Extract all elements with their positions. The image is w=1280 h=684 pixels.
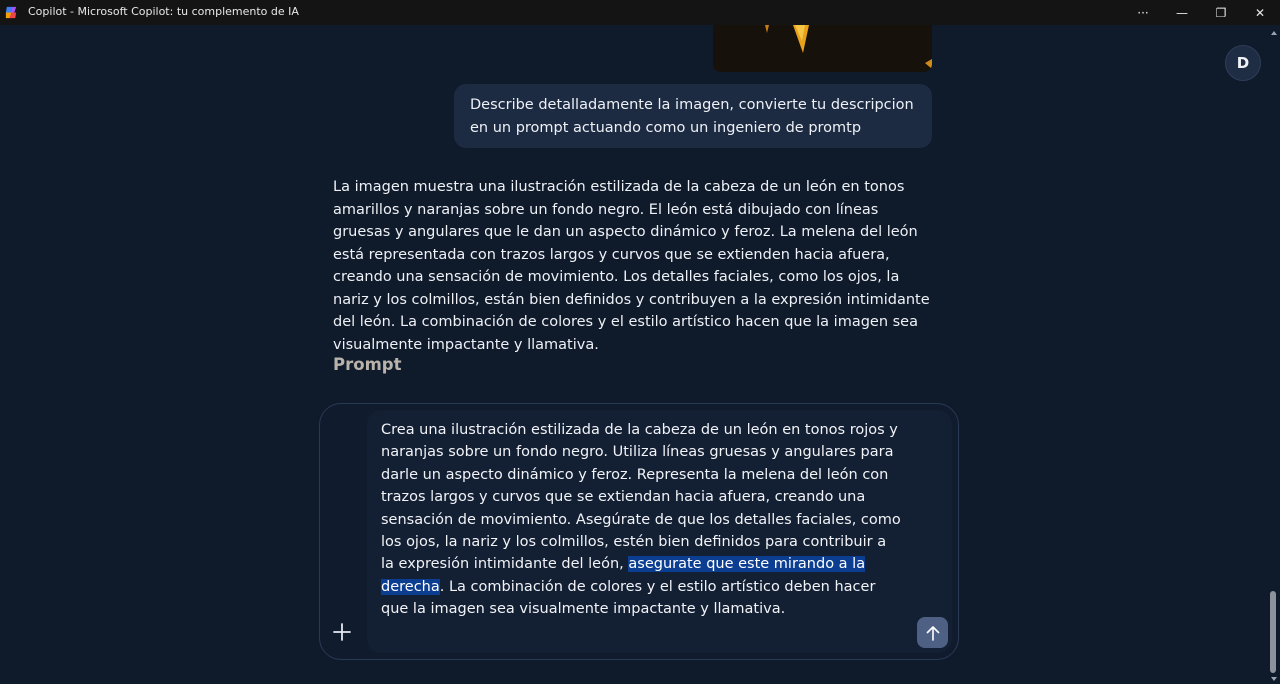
attached-image[interactable] [713, 25, 932, 72]
scroll-down-icon[interactable] [1271, 677, 1277, 681]
selected-text: asegurate que este mirando a la derecha [381, 556, 866, 595]
title-bar [0, 0, 1280, 25]
scroll-thumb[interactable] [1270, 591, 1276, 673]
restore-button[interactable] [1202, 0, 1240, 25]
more-options-button[interactable] [1124, 0, 1162, 25]
vertical-scrollbar[interactable] [1268, 25, 1280, 684]
restore-icon: ❐ [1215, 5, 1227, 20]
message-input-text[interactable] [381, 419, 901, 621]
scroll-up-icon[interactable] [1271, 31, 1277, 35]
plus-icon [333, 623, 351, 641]
window-title: Copilot - Microsoft Copilot: tu complemento de IA [28, 5, 299, 18]
lion-image-fragment [713, 25, 932, 72]
user-avatar[interactable]: D [1225, 45, 1261, 81]
add-attachment-button[interactable] [330, 620, 354, 644]
assistant-response: La imagen muestra una ilustración estilizada de la cabeza de un león en tonos amarillos y naranjas sobre un fondo negro. El león está dibujado con líneas gruesas y angulares que le dan un aspecto dinámico y feroz. La melena del león está representada con trazos largos y curvos que se extienden hacia afuera, creando una sensación de movimiento. Los detalles faciales, como los ojos, la nariz y los colmillos, están bien definidos y contribuyen a la expresión intimidante del león. La combinación de colores y el estilo artístico hacen que la imagen sea visualmente impactante y llamativa. [333, 179, 930, 353]
send-button[interactable] [917, 617, 948, 648]
prompt-heading: Prompt [333, 355, 402, 374]
minimize-icon: — [1176, 5, 1188, 20]
more-icon: ··· [1137, 5, 1149, 20]
close-icon: ✕ [1254, 5, 1266, 20]
copilot-logo-icon [4, 5, 19, 20]
arrow-up-icon [924, 624, 942, 642]
input-text-before: Crea una ilustración estilizada de la cabeza de un león en tonos rojos y naranjas sobre un fondo negro. Utiliza líneas gruesas y angulares para darle un aspecto dinámico y feroz. Representa la melena del león con trazos largos y curvos que se extiendan hacia afuera, creando una sensación de movimiento. Asegúrate de que los detalles faciales, como los ojos, la nariz y los colmillos, estén bien definidos para contribuir a la expresión intimidante del león, [381, 422, 901, 573]
user-message: Describe detalladamente la imagen, convierte tu descripcion en un prompt actuando como un ingeniero de promtp [454, 84, 932, 148]
close-button[interactable] [1241, 0, 1279, 25]
minimize-button[interactable] [1163, 0, 1201, 25]
input-text-after: . La combinación de colores y el estilo artístico deben hacer que la imagen sea visualmente impactante y llamativa. [381, 578, 876, 618]
